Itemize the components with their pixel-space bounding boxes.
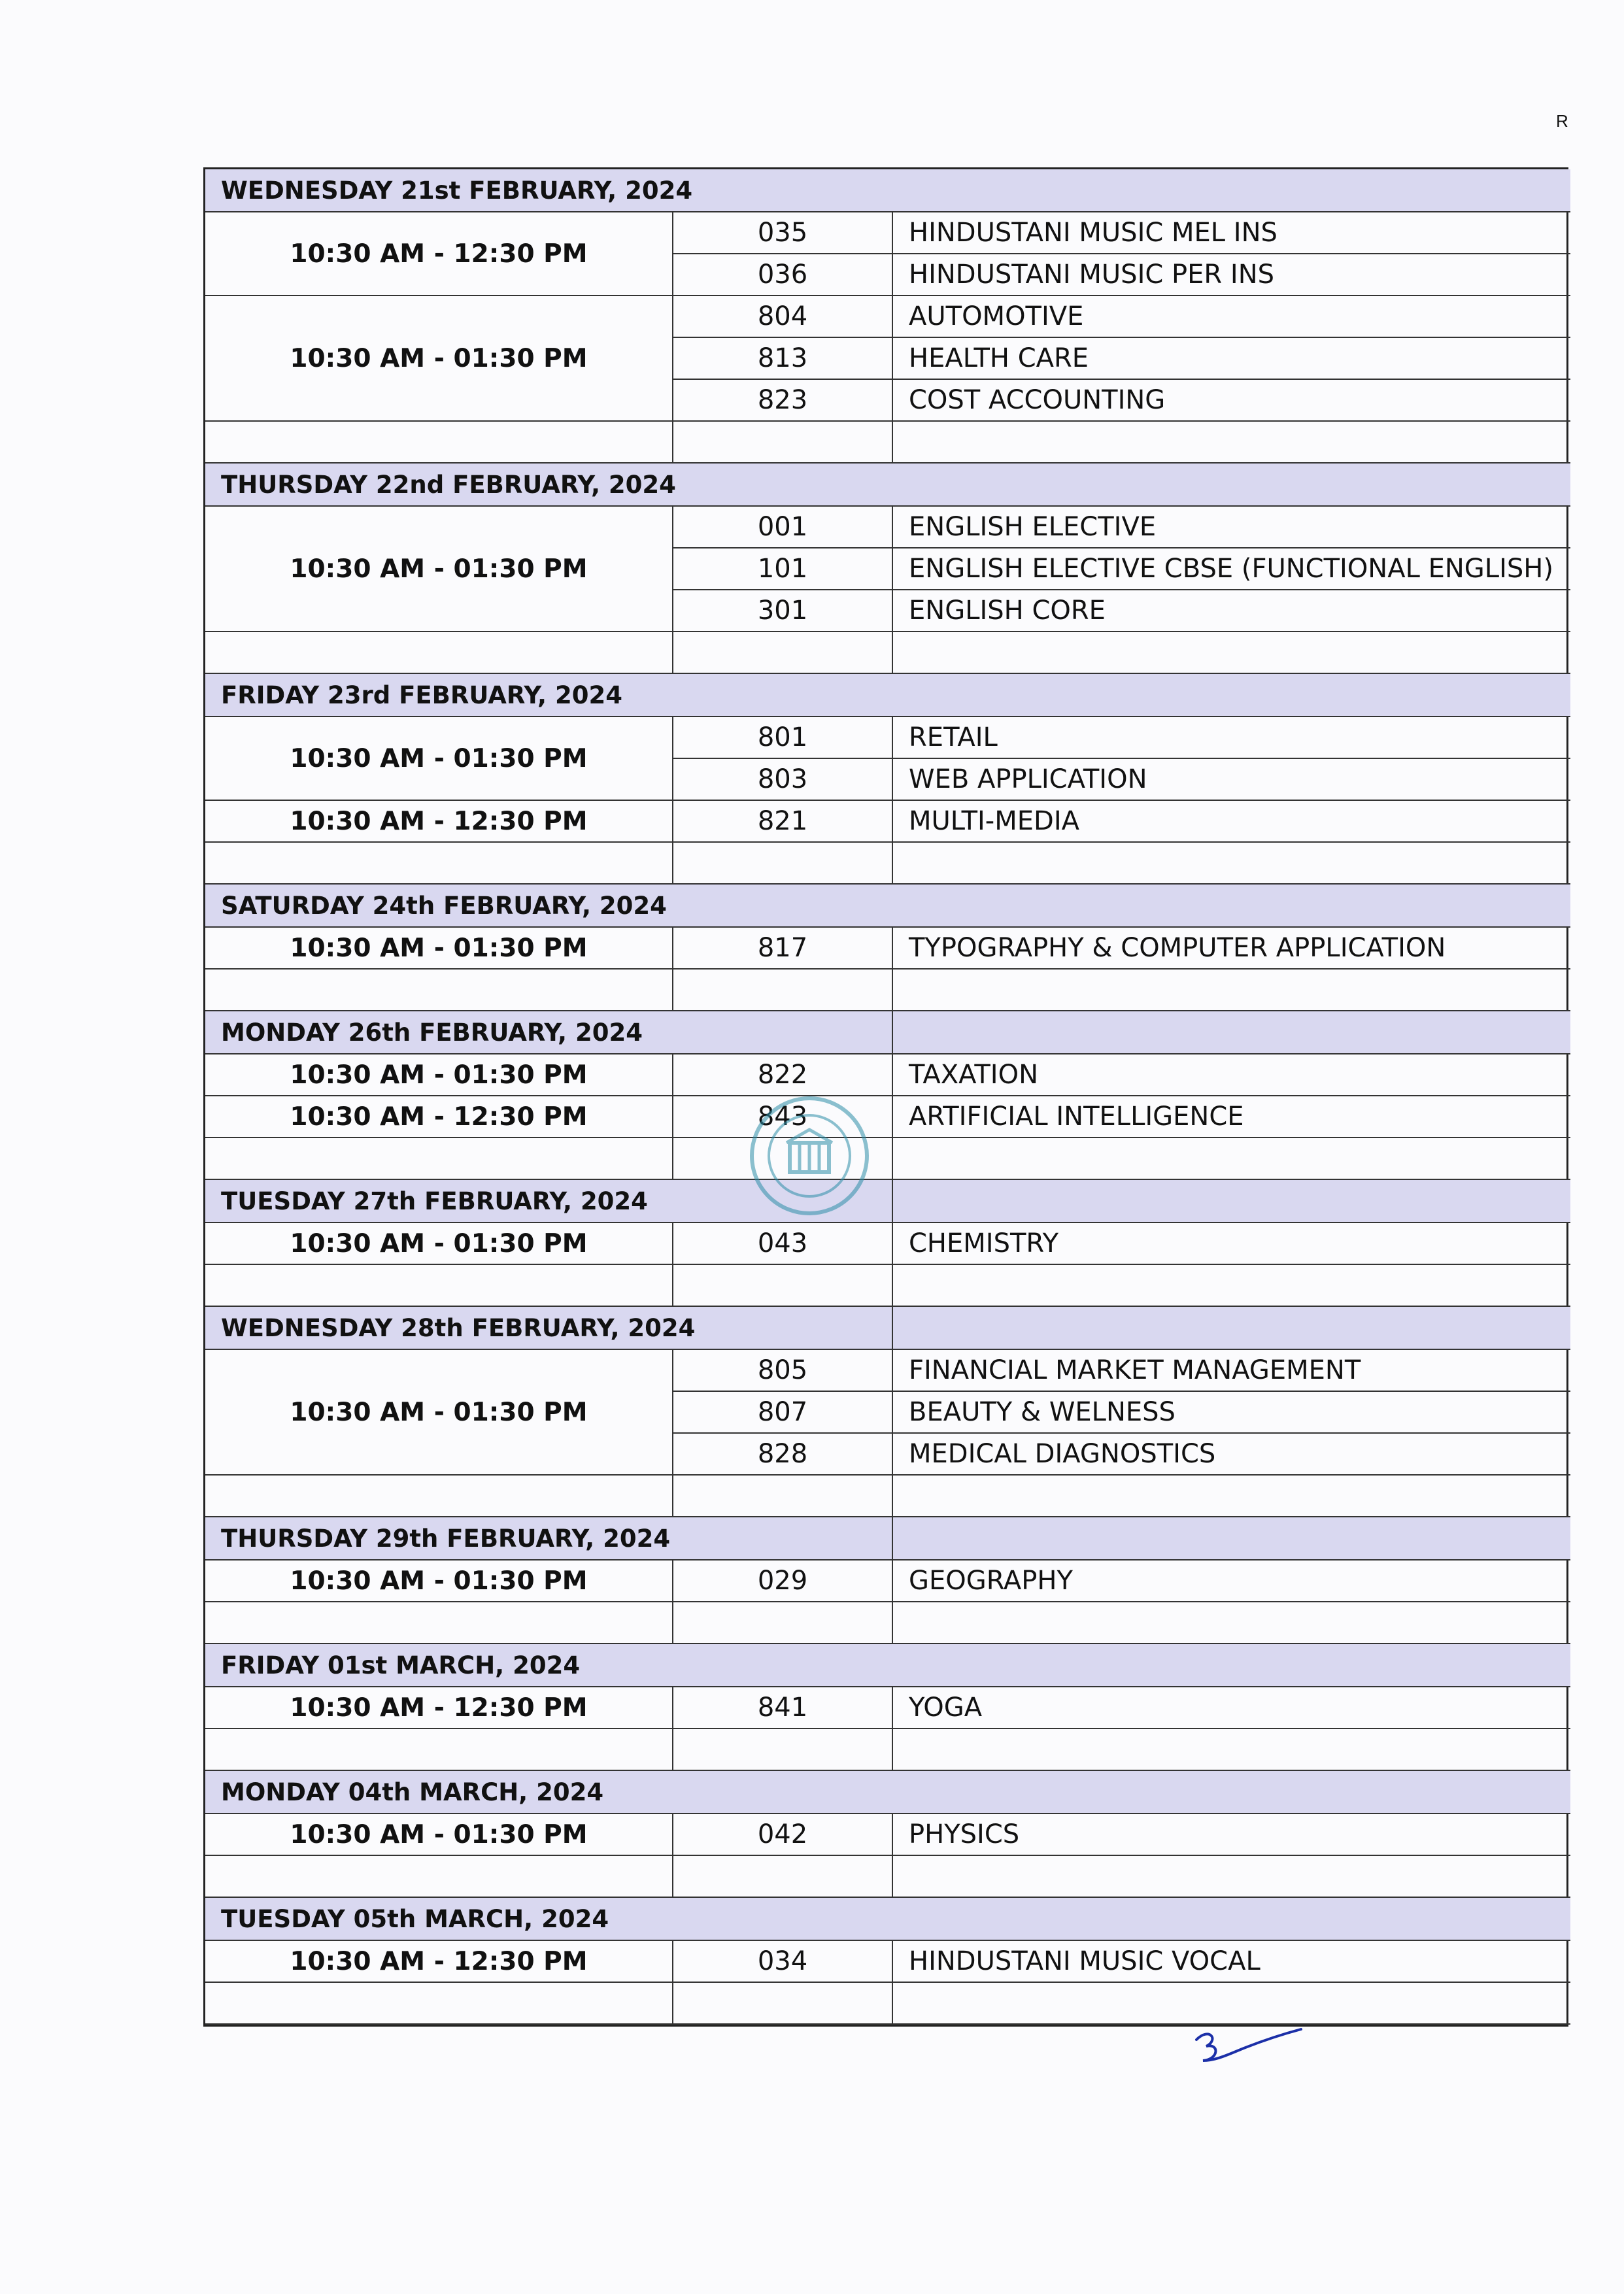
blank-cell (205, 843, 673, 885)
day-header: WEDNESDAY 28th FEBRUARY, 2024 (205, 1307, 893, 1350)
subject-code: 029 (673, 1560, 893, 1602)
day-header: TUESDAY 27th FEBRUARY, 2024 (205, 1180, 893, 1223)
time-slot: 10:30 AM - 01:30 PM (205, 296, 673, 422)
blank-cell (673, 1729, 893, 1771)
subject-code: 803 (673, 759, 893, 801)
blank-cell (205, 1138, 673, 1180)
day-header: FRIDAY 23rd FEBRUARY, 2024 (205, 674, 1570, 717)
day-header: THURSDAY 22nd FEBRUARY, 2024 (205, 464, 1570, 507)
blank-cell (673, 1856, 893, 1898)
subject-name: TYPOGRAPHY & COMPUTER APPLICATION (893, 928, 1570, 970)
subject-code: 036 (673, 254, 893, 296)
subject-name: PHYSICS (893, 1814, 1570, 1856)
time-slot: 10:30 AM - 01:30 PM (205, 928, 673, 970)
subject-name: RETAIL (893, 717, 1570, 759)
time-slot: 10:30 AM - 12:30 PM (205, 212, 673, 296)
subject-name: COST ACCOUNTING (893, 380, 1570, 422)
time-slot: 10:30 AM - 12:30 PM (205, 1687, 673, 1729)
subject-code: 801 (673, 717, 893, 759)
day-header: FRIDAY 01st MARCH, 2024 (205, 1644, 1570, 1687)
blank-cell (205, 970, 673, 1011)
day-header-fill (893, 1180, 1570, 1223)
subject-name: TAXATION (893, 1054, 1570, 1096)
subject-code: 035 (673, 212, 893, 254)
time-slot: 10:30 AM - 01:30 PM (205, 1560, 673, 1602)
blank-cell (893, 1856, 1570, 1898)
blank-cell (893, 422, 1570, 464)
subject-name: GEOGRAPHY (893, 1560, 1570, 1602)
blank-cell (673, 1602, 893, 1644)
exam-schedule-table (203, 167, 1568, 2027)
blank-cell (205, 1265, 673, 1307)
blank-cell (893, 843, 1570, 885)
subject-name: MULTI-MEDIA (893, 801, 1570, 843)
blank-cell (205, 632, 673, 674)
subject-name: BEAUTY & WELNESS (893, 1392, 1570, 1434)
subject-code: 813 (673, 338, 893, 380)
blank-cell (673, 632, 893, 674)
subject-code: 804 (673, 296, 893, 338)
blank-cell (893, 970, 1570, 1011)
blank-cell (893, 1265, 1570, 1307)
subject-name: YOGA (893, 1687, 1570, 1729)
subject-code: 828 (673, 1434, 893, 1476)
subject-code: 042 (673, 1814, 893, 1856)
time-slot: 10:30 AM - 01:30 PM (205, 717, 673, 801)
subject-name: HEALTH CARE (893, 338, 1570, 380)
blank-cell (673, 1476, 893, 1517)
time-slot: 10:30 AM - 01:30 PM (205, 1350, 673, 1476)
blank-cell (673, 970, 893, 1011)
subject-name: ENGLISH ELECTIVE CBSE (FUNCTIONAL ENGLISH) (893, 548, 1570, 590)
time-slot: 10:30 AM - 12:30 PM (205, 801, 673, 843)
day-header-fill (893, 1307, 1570, 1350)
subject-code: 034 (673, 1941, 893, 1983)
day-header-fill (893, 1517, 1570, 1560)
subject-name: FINANCIAL MARKET MANAGEMENT (893, 1350, 1570, 1392)
blank-cell (893, 1729, 1570, 1771)
signature-icon (1190, 2020, 1308, 2079)
blank-cell (893, 632, 1570, 674)
subject-code: 807 (673, 1392, 893, 1434)
subject-code: 843 (673, 1096, 893, 1138)
subject-code: 043 (673, 1223, 893, 1265)
blank-cell (893, 1138, 1570, 1180)
blank-cell (673, 1983, 893, 2025)
subject-code: 841 (673, 1687, 893, 1729)
subject-code: 817 (673, 928, 893, 970)
subject-code: 001 (673, 507, 893, 548)
subject-name: WEB APPLICATION (893, 759, 1570, 801)
time-slot: 10:30 AM - 12:30 PM (205, 1941, 673, 1983)
blank-cell (205, 422, 673, 464)
day-header: MONDAY 04th MARCH, 2024 (205, 1771, 1570, 1814)
subject-name: MEDICAL DIAGNOSTICS (893, 1434, 1570, 1476)
day-header: MONDAY 26th FEBRUARY, 2024 (205, 1011, 893, 1054)
blank-cell (893, 1983, 1570, 2025)
time-slot: 10:30 AM - 01:30 PM (205, 507, 673, 632)
subject-name: ENGLISH ELECTIVE (893, 507, 1570, 548)
time-slot: 10:30 AM - 01:30 PM (205, 1054, 673, 1096)
subject-name: HINDUSTANI MUSIC PER INS (893, 254, 1570, 296)
blank-cell (205, 1983, 673, 2025)
subject-code: 301 (673, 590, 893, 632)
blank-cell (673, 1138, 893, 1180)
day-header: TUESDAY 05th MARCH, 2024 (205, 1898, 1570, 1941)
subject-code: 821 (673, 801, 893, 843)
blank-cell (205, 1602, 673, 1644)
subject-name: HINDUSTANI MUSIC VOCAL (893, 1941, 1570, 1983)
subject-code: 823 (673, 380, 893, 422)
day-header: WEDNESDAY 21st FEBRUARY, 2024 (205, 169, 1570, 212)
blank-cell (893, 1602, 1570, 1644)
subject-name: ENGLISH CORE (893, 590, 1570, 632)
day-header-fill (893, 1011, 1570, 1054)
blank-cell (673, 422, 893, 464)
time-slot: 10:30 AM - 01:30 PM (205, 1223, 673, 1265)
blank-cell (893, 1476, 1570, 1517)
subject-name: HINDUSTANI MUSIC MEL INS (893, 212, 1570, 254)
blank-cell (205, 1476, 673, 1517)
blank-cell (205, 1856, 673, 1898)
day-header: SATURDAY 24th FEBRUARY, 2024 (205, 885, 1570, 928)
blank-cell (205, 1729, 673, 1771)
subject-name: AUTOMOTIVE (893, 296, 1570, 338)
subject-name: CHEMISTRY (893, 1223, 1570, 1265)
time-slot: 10:30 AM - 12:30 PM (205, 1096, 673, 1138)
blank-cell (673, 1265, 893, 1307)
page-corner-mark: R (1556, 111, 1568, 131)
subject-code: 101 (673, 548, 893, 590)
time-slot: 10:30 AM - 01:30 PM (205, 1814, 673, 1856)
subject-code: 822 (673, 1054, 893, 1096)
blank-cell (673, 843, 893, 885)
day-header: THURSDAY 29th FEBRUARY, 2024 (205, 1517, 893, 1560)
subject-code: 805 (673, 1350, 893, 1392)
subject-name: ARTIFICIAL INTELLIGENCE (893, 1096, 1570, 1138)
